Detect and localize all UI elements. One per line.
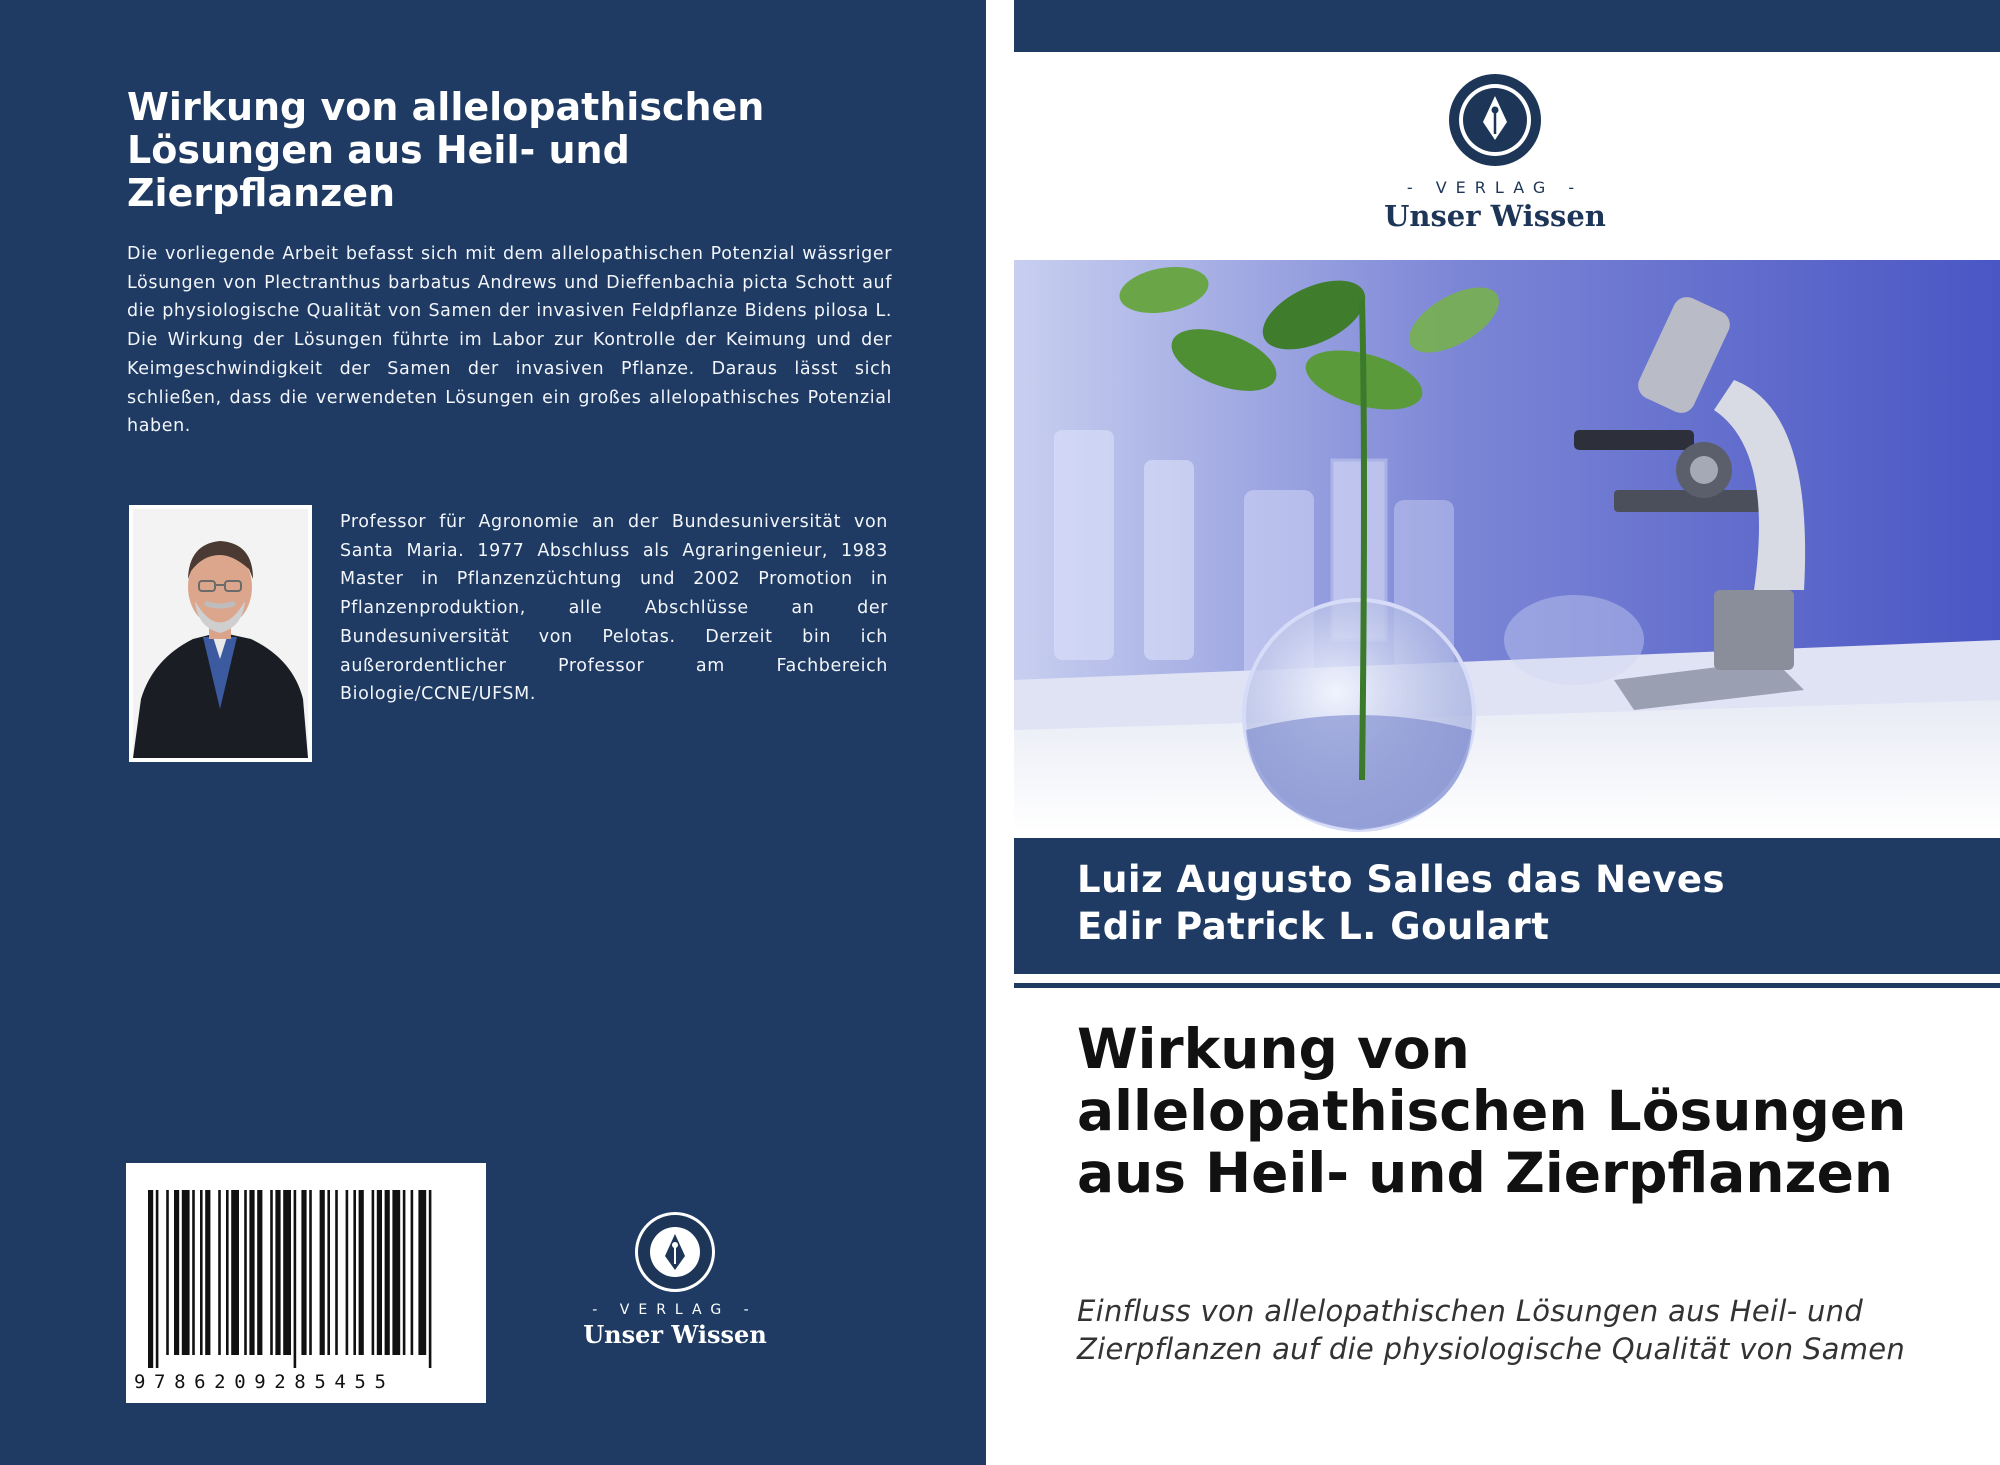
publisher-seal-icon	[633, 1210, 717, 1294]
front-cover-subtitle: Einfluss von allelopathischen Lösungen aus Heil- und Zierpflanzen auf die physiologische Qualität von Samen	[1077, 1294, 1906, 1366]
barcode-bar	[294, 1190, 297, 1368]
author-name-1: Luiz Augusto Salles das Neves	[1077, 858, 1725, 901]
back-cover	[0, 0, 986, 1465]
publisher-verlag-label: - VERLAG -	[1406, 178, 1584, 197]
publisher-name: Unser Wissen	[583, 1320, 767, 1349]
barcode-bar	[353, 1190, 356, 1355]
barcode-bar	[403, 1190, 406, 1355]
author-portrait-image	[133, 509, 308, 758]
barcode-bar	[200, 1190, 203, 1355]
barcode-bar	[335, 1190, 338, 1355]
barcode-bar	[392, 1190, 400, 1355]
laboratory-flask-plant-image	[1014, 260, 2000, 832]
barcode-bar	[346, 1190, 349, 1355]
barcode-bar	[174, 1190, 179, 1355]
author-bio: Professor für Agronomie an der Bundesuniversität von Santa Maria. 1977 Abschluss als Agraringenieur, 1983 Master in Pflanzenzüchtung und 2002 Promotion in Pflanzenproduktion, alle Abschlüsse an der Bundesuniversität von Pelotas. Derzeit bin ich außerordentlicher Professor am Fachbereich Biologie/CCNE/UFSM.	[340, 512, 888, 705]
isbn-number: 9786209285455	[134, 1371, 395, 1393]
barcode-bar	[372, 1190, 375, 1355]
barcode-bar	[418, 1190, 426, 1355]
author-name-2: Edir Patrick L. Goulart	[1077, 905, 1550, 948]
front-cover-top-bar	[1014, 0, 2000, 52]
publisher-name: Unser Wissen	[1384, 199, 1606, 233]
author-photo	[129, 505, 312, 762]
back-cover-abstract: Die vorliegende Arbeit befasst sich mit dem allelopathischen Potenzial wässriger Lösungen von Plectranthus barbatus Andrews und Dieffenbachia picta Schott auf die physiologische Qualität von Samen der invasiven Feldpflanze Bidens pilosa L. Die Wirkung der Lösungen führte im Labor zur Kontrolle der Keimung und der Keimgeschwindigkeit der Samen der invasiven Pflanze. Daraus lässt sich schließen, dass die verwendeten Lösungen ein großes allelopathisches Potenzial haben.	[127, 244, 892, 437]
barcode-bar	[320, 1190, 325, 1355]
barcode-bar	[249, 1190, 254, 1355]
barcode-bar	[166, 1190, 169, 1355]
barcode-bar	[309, 1190, 312, 1355]
barcode-bar	[377, 1190, 382, 1355]
barcode-bar	[218, 1190, 221, 1355]
barcode-bar	[231, 1190, 239, 1355]
isbn-barcode	[126, 1163, 486, 1403]
barcode-bar	[429, 1190, 432, 1368]
publisher-verlag-label: - VERLAG -	[592, 1302, 758, 1318]
barcode-bar	[257, 1190, 262, 1355]
spine-gap	[986, 0, 1014, 1465]
barcode-bar	[283, 1190, 291, 1355]
publisher-logo-front	[1370, 72, 1620, 233]
publisher-logo-back	[565, 1210, 785, 1349]
barcode-bar	[359, 1190, 364, 1355]
barcode-bar	[226, 1190, 229, 1355]
back-cover-title: Wirkung von allelopathischen Lösungen aus Heil- und Zierpflanzen	[127, 85, 765, 215]
barcode-bar	[244, 1190, 247, 1355]
barcode-bar	[192, 1190, 195, 1355]
barcode-bars	[126, 1163, 486, 1403]
barcode-bar	[385, 1190, 390, 1355]
front-cover-rule	[1014, 983, 2000, 988]
barcode-bar	[301, 1190, 306, 1355]
cover-photo	[1014, 260, 2000, 832]
barcode-bar	[411, 1190, 414, 1355]
barcode-bar	[148, 1190, 153, 1368]
publisher-seal-icon	[1447, 72, 1543, 168]
barcode-bar	[327, 1190, 330, 1355]
front-cover-title: Wirkung von allelopathischen Lösungen aus Heil- und Zierpflanzen	[1077, 1017, 1907, 1205]
barcode-bar	[205, 1190, 210, 1355]
barcode-bar	[182, 1190, 190, 1355]
barcode-bar	[275, 1190, 280, 1355]
authors-band	[1014, 838, 2000, 974]
barcode-bar	[156, 1190, 159, 1368]
barcode-bar	[270, 1190, 273, 1355]
